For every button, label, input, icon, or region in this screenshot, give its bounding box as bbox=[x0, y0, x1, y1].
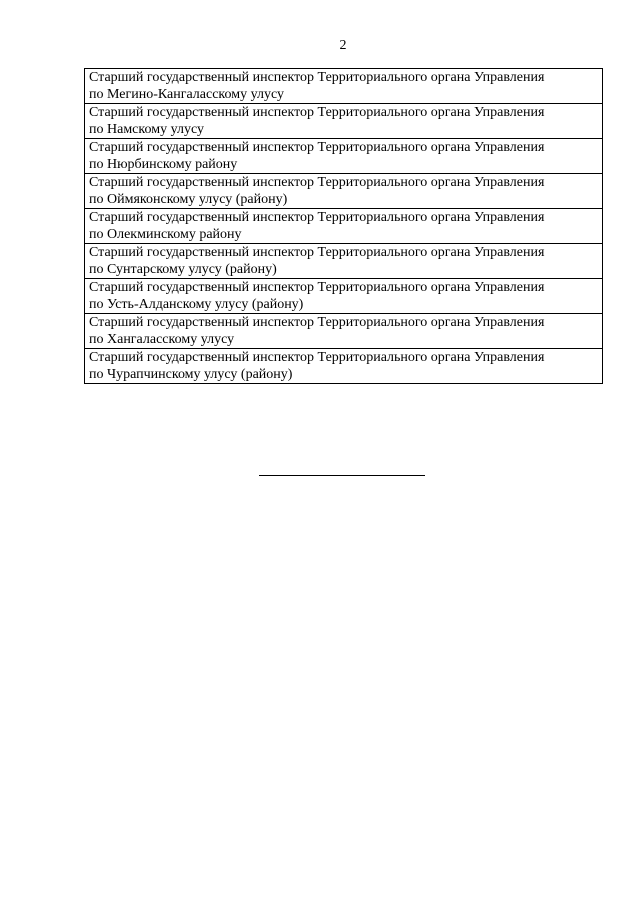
position-title: Старший государственный инспектор Территориального органа Управления bbox=[89, 245, 545, 260]
position-unit: по Оймяконскому улусу (району) bbox=[89, 192, 288, 207]
position-cell bbox=[85, 349, 603, 384]
position-unit: по Мегино-Кангаласскому улусу bbox=[89, 87, 285, 102]
position-cell bbox=[85, 104, 603, 139]
position-title: Старший государственный инспектор Территориального органа Управления bbox=[89, 70, 545, 85]
end-of-document-rule bbox=[259, 475, 425, 476]
positions-table bbox=[84, 68, 603, 384]
position-title: Старший государственный инспектор Территориального органа Управления bbox=[89, 350, 545, 365]
position-title: Старший государственный инспектор Территориального органа Управления bbox=[89, 210, 545, 225]
position-cell bbox=[85, 69, 603, 104]
position-unit: по Нюрбинскому району bbox=[89, 157, 238, 172]
table-row bbox=[85, 174, 603, 209]
position-cell bbox=[85, 174, 603, 209]
position-title: Старший государственный инспектор Территориального органа Управления bbox=[89, 140, 545, 155]
position-title: Старший государственный инспектор Территориального органа Управления bbox=[89, 280, 545, 295]
table-row bbox=[85, 69, 603, 104]
position-unit: по Хангаласскому улусу bbox=[89, 332, 235, 347]
table-row bbox=[85, 349, 603, 384]
position-cell bbox=[85, 279, 603, 314]
position-unit: по Олекминскому району bbox=[89, 227, 242, 242]
position-cell bbox=[85, 209, 603, 244]
table-row bbox=[85, 279, 603, 314]
position-cell bbox=[85, 139, 603, 174]
table-row bbox=[85, 104, 603, 139]
table-row bbox=[85, 209, 603, 244]
page-number: 2 bbox=[339, 38, 347, 53]
position-unit: по Усть-Алданскому улусу (району) bbox=[89, 297, 304, 312]
position-unit: по Сунтарскому улусу (району) bbox=[89, 262, 277, 277]
position-title: Старший государственный инспектор Территориального органа Управления bbox=[89, 105, 545, 120]
table-row bbox=[85, 139, 603, 174]
position-title: Старший государственный инспектор Территориального органа Управления bbox=[89, 315, 545, 330]
position-unit: по Намскому улусу bbox=[89, 122, 204, 137]
table-row bbox=[85, 244, 603, 279]
position-cell bbox=[85, 244, 603, 279]
table-row bbox=[85, 314, 603, 349]
position-cell bbox=[85, 314, 603, 349]
position-unit: по Чурапчинскому улусу (району) bbox=[89, 367, 293, 382]
position-title: Старший государственный инспектор Территориального органа Управления bbox=[89, 175, 545, 190]
